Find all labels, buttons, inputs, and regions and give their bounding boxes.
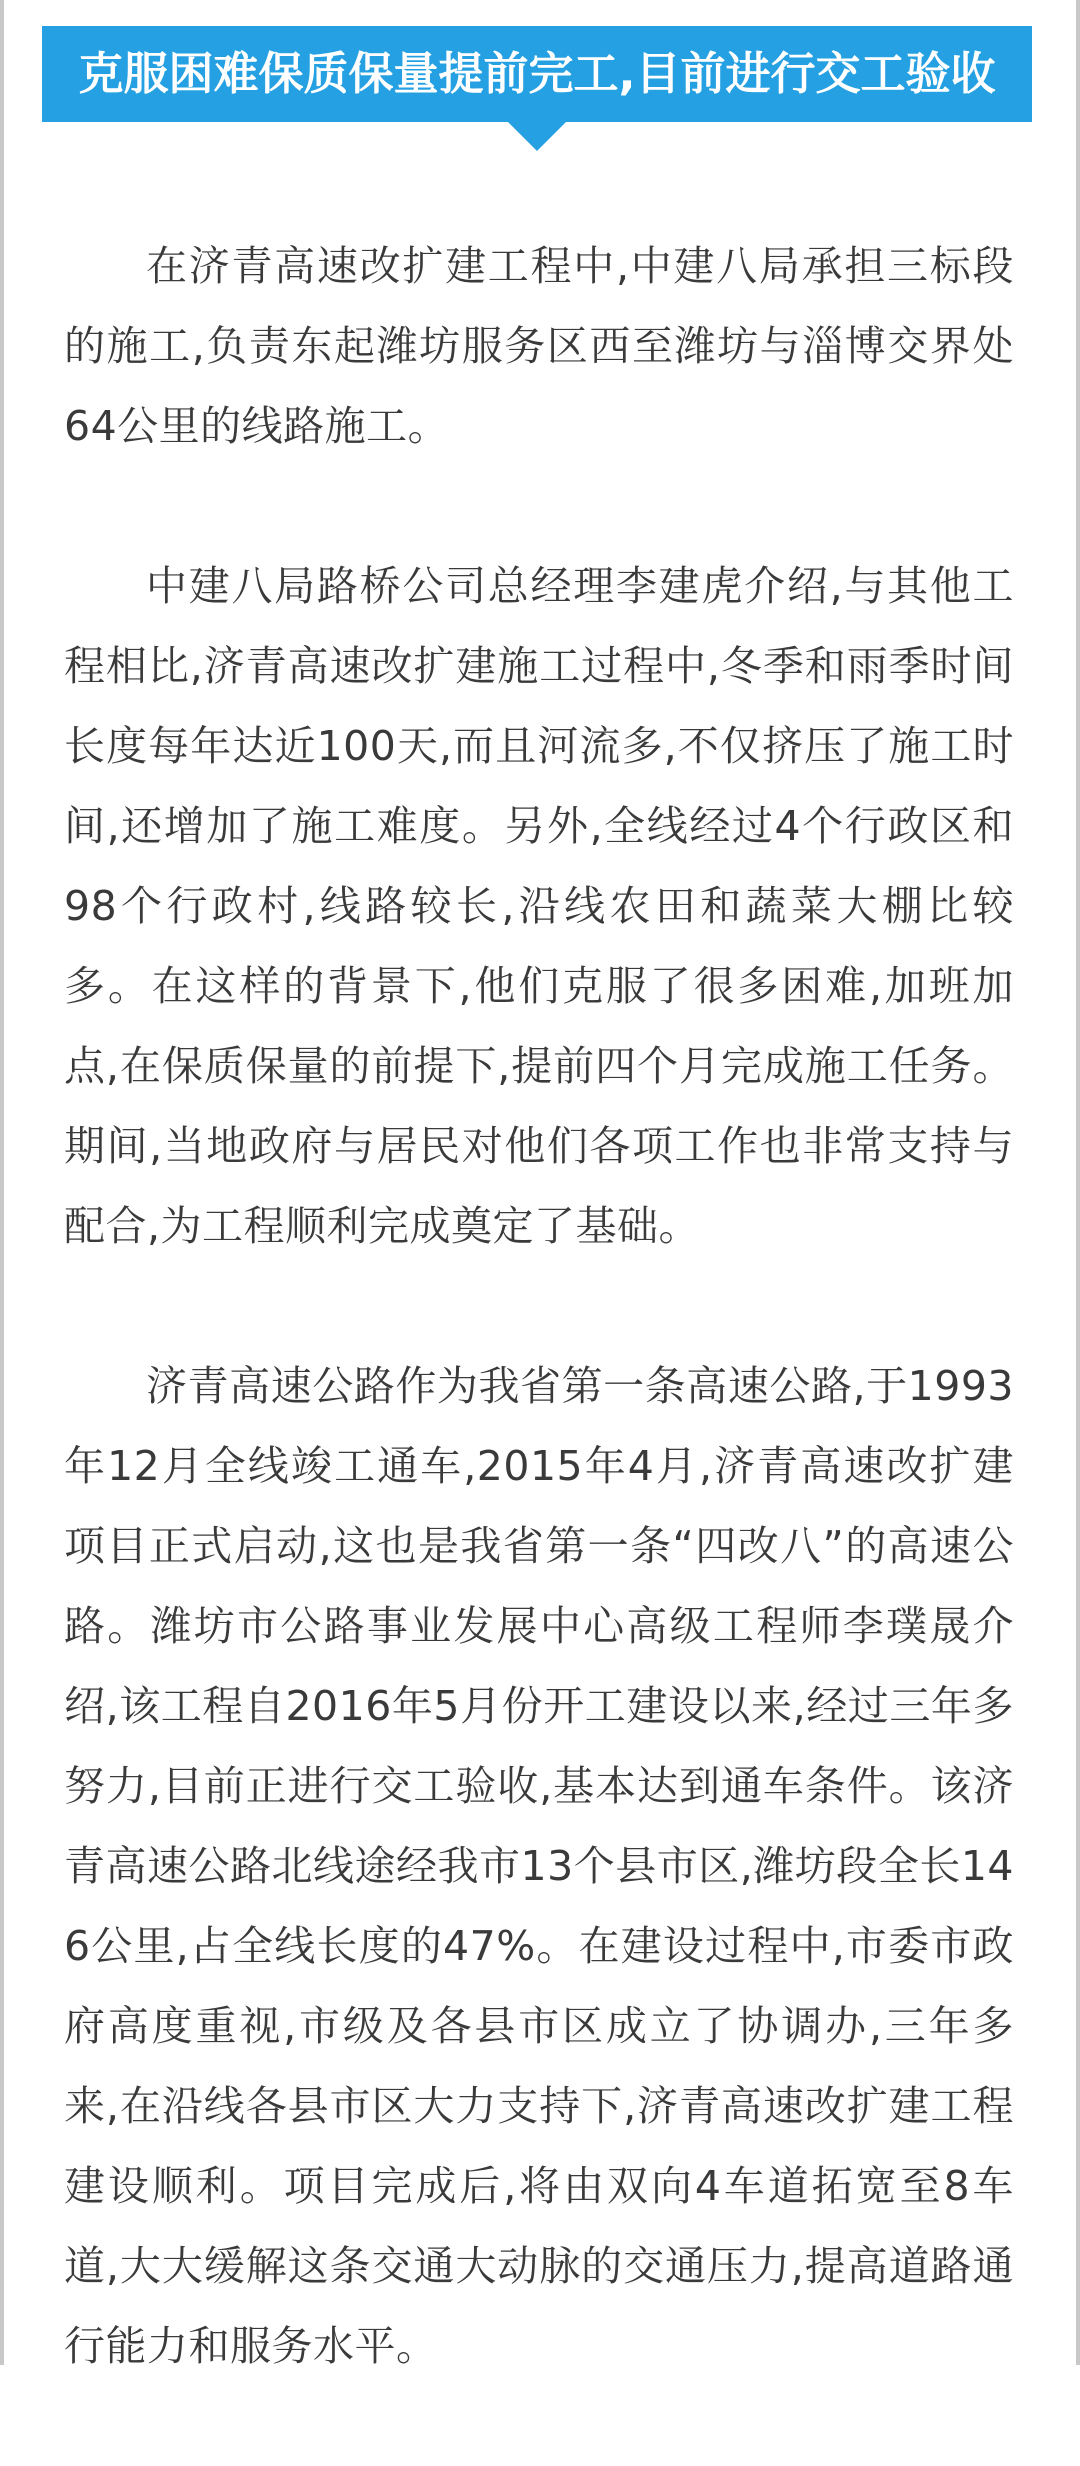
- banner-pointer: [507, 121, 567, 151]
- section-title-banner: [42, 26, 1032, 122]
- article-paragraph: 济青高速公路作为我省第一条高速公路,于1993年12月全线竣工通车,2015年4月,济青高速改扩建项目正式启动,这也是我省第一条“四改八”的高速公路。潍坊市公路事业发展中心高级工程师李璞晟介绍,该工程自2016年5月份开工建设以来,经过三年多努力,目前正进行交工验收,基本达到通车条件。该济青高速公路北线途经我市13个县市区,潍坊段全长146公里,占全线长度的47%。在建设过程中,市委市政府高度重视,市级及各县市区成立了协调办,三年多来,在沿线各县市区大力支持下,济青高速改扩建工程建设顺利。项目完成后,将由双向4车道拓宽至8车道,大大缓解这条交通大动脉的交通压力,提高道路通行能力和服务水平。: [64, 1362, 1014, 2370]
- article-paragraph: 中建八局路桥公司总经理李建虎介绍,与其他工程相比,济青高速改扩建施工过程中,冬季和雨季时间长度每年达近100天,而且河流多,不仅挤压了施工时间,还增加了施工难度。另外,全线经过4个行政区和98个行政村,线路较长,沿线农田和蔬菜大棚比较多。在这样的背景下,他们克服了很多困难,加班加点,在保质保量的前提下,提前四个月完成施工任务。期间,当地政府与居民对他们各项工作也非常支持与配合,为工程顺利完成奠定了基础。: [64, 562, 1014, 1250]
- page-left-border: [0, 0, 4, 2365]
- page-right-border: [1076, 0, 1080, 2365]
- article-paragraph: 在济青高速改扩建工程中,中建八局承担三标段的施工,负责东起潍坊服务区西至潍坊与淄博交界处64公里的线路施工。: [64, 242, 1014, 450]
- article-body: [64, 226, 1014, 2466]
- section-title: 克服困难保质保量提前完工,目前进行交工验收: [78, 47, 996, 100]
